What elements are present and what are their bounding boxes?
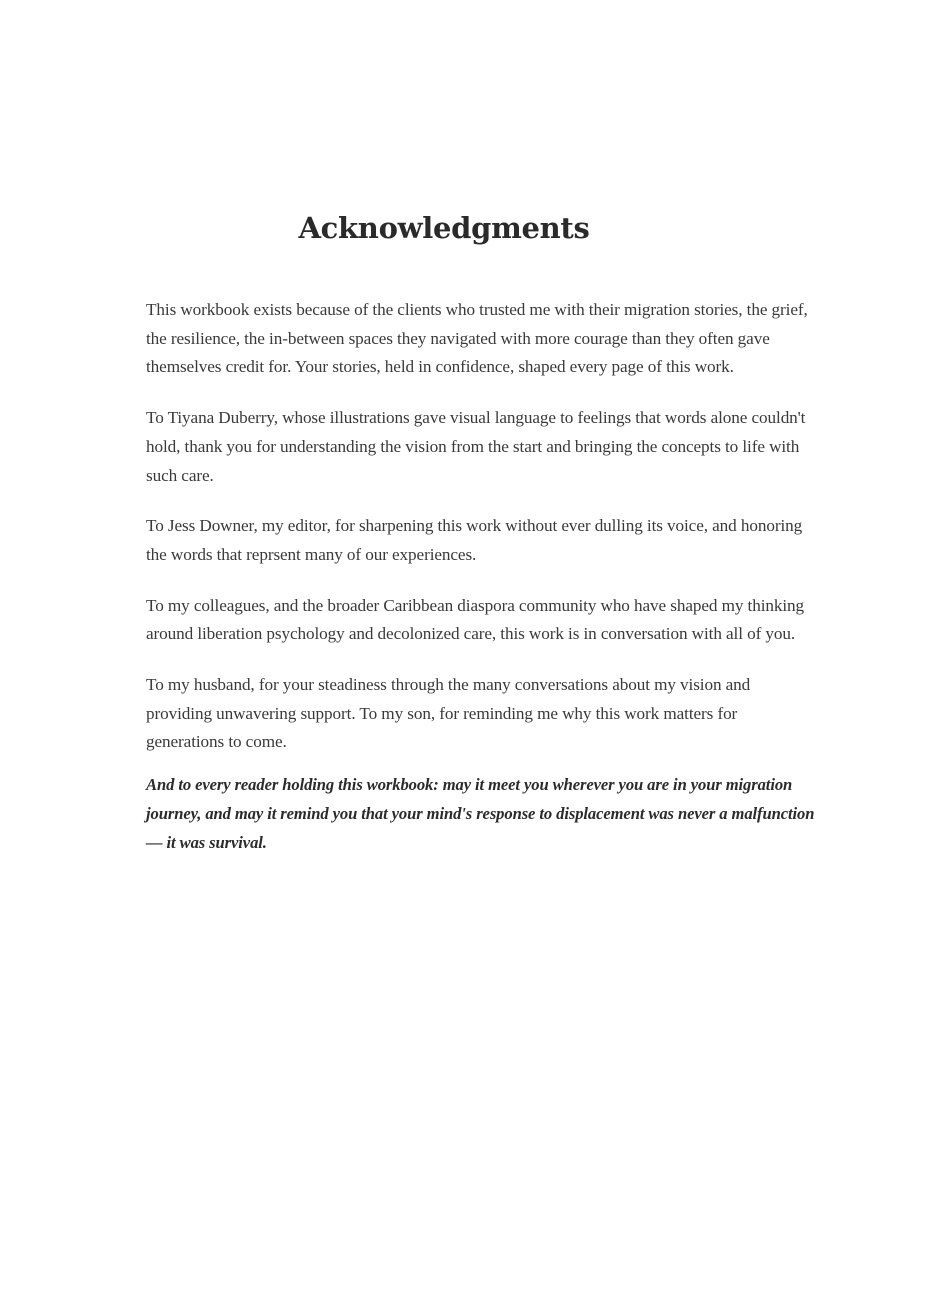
paragraph-closing-reader: And to every reader holding this workbook: may it meet you wherever you are in your migration journey, and may it remind you that your mind's response to displacement was never a malfunction — it was survival.: [146, 775, 815, 852]
paragraph-clients: This workbook exists because of the clients who trusted me with their migration stories, the grief, the resilience, the in-between spaces they navigated with more courage than they often gave themselves credit for. Your stories, held in confidence, shaped every page of this work.: [146, 300, 808, 377]
acknowledgments-body: [146, 296, 816, 879]
paragraph-colleagues: To my colleagues, and the broader Caribbean diaspora community who have shaped my thinking around liberation psychology and decolonized care, this work is in conversation with all of you.: [146, 595, 805, 644]
paragraph-family: To my husband, for your steadiness through the many conversations about my vision and providing unwavering support. To my son, for reminding me why this work matters for generations to come.: [146, 675, 751, 752]
paragraph-editor: To Jess Downer, my editor, for sharpening this work without ever dulling its voice, and honoring the words that reprsent many of our experiences.: [146, 516, 803, 564]
paragraph-illustrator: To Tiyana Duberry, whose illustrations gave visual language to feelings that words alone couldn't hold, thank you for understanding the vision from the start and bringing the concepts to life with such care.: [146, 408, 806, 485]
page-title: Acknowledgments: [298, 211, 590, 245]
